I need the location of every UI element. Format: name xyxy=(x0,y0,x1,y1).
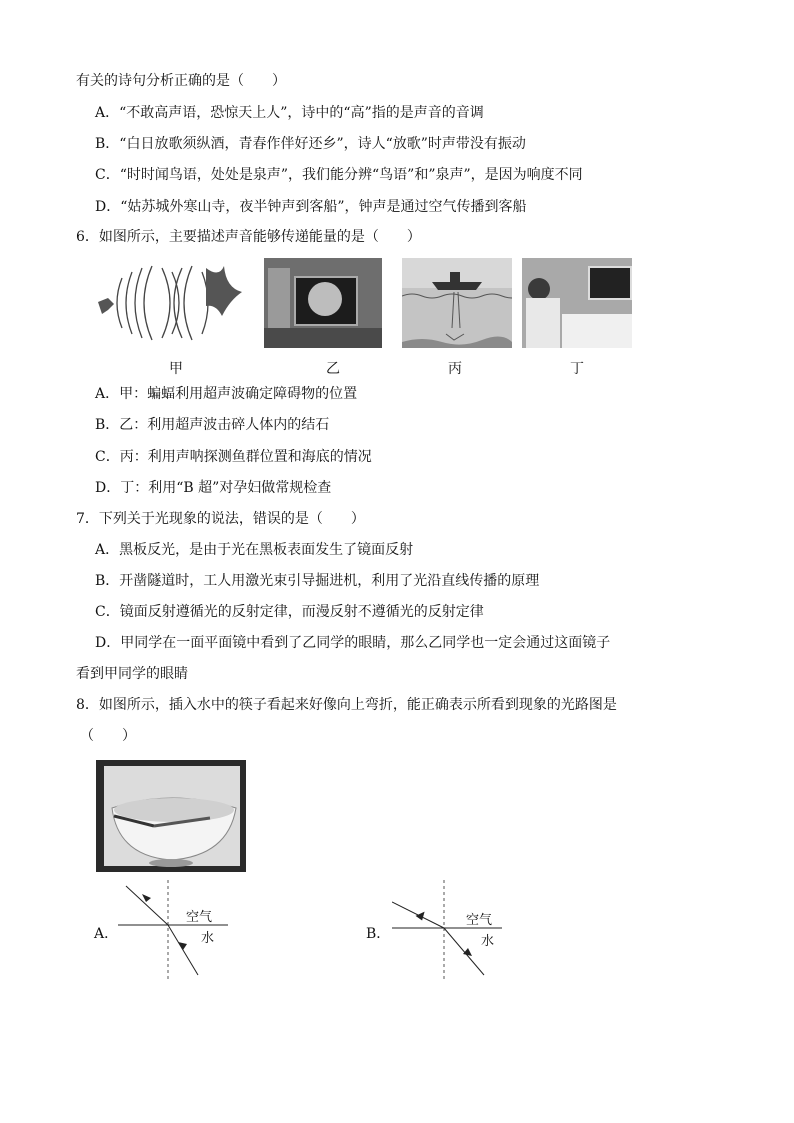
q7-option-d-cont: 看到甲同学的眼睛 xyxy=(76,666,188,682)
bat-ultrasound-image xyxy=(94,258,244,348)
diagram-b-air-label: 空气 xyxy=(466,913,493,928)
q6-stem: 6．如图所示，主要描述声音能够传递能量的是（ ） xyxy=(76,229,421,245)
q5-option-c: C．“时时闻鸟语，处处是泉声”，我们能分辨“鸟语”和”泉声”，是因为响度不同 xyxy=(95,167,583,183)
q7-option-d: D．甲同学在一面平面镜中看到了乙同学的眼睛，那么乙同学也一定会通过这面镜子 xyxy=(95,635,611,651)
q5-option-b: B．“白日放歌须纵酒，青春作伴好还乡”，诗人“放歌”时声带没有振动 xyxy=(95,136,526,152)
diagram-a-air-label: 空气 xyxy=(186,910,213,925)
diagram-a-water-label: 水 xyxy=(201,931,215,946)
q7-option-a: A．黑板反光，是由于光在黑板表面发生了镜面反射 xyxy=(95,542,414,558)
q8-stem: 8．如图所示，插入水中的筷子看起来好像向上弯折，能正确表示所看到现象的光路图是 xyxy=(76,697,617,713)
q7-option-b: B．开凿隧道时，工人用激光束引导掘进机，利用了光沿直线传播的原理 xyxy=(95,573,540,589)
diagram-b-label: B． xyxy=(366,926,391,942)
diagram-a-label: A． xyxy=(94,926,119,942)
diagram-b-water-label: 水 xyxy=(481,934,495,949)
lithotripsy-image xyxy=(264,258,382,348)
caption-ding: 丁 xyxy=(570,361,584,377)
caption-bing: 丙 xyxy=(448,361,462,377)
caption-jia: 甲 xyxy=(169,361,183,377)
q6-option-a: A．甲：蝙蝠利用超声波确定障碍物的位置 xyxy=(95,386,358,402)
q6-option-b: B．乙：利用超声波击碎人体内的结石 xyxy=(95,417,330,433)
q5-option-a: A．“不敢高声语，恐惊天上人”，诗中的“高”指的是声音的音调 xyxy=(95,105,484,121)
chopstick-bowl-photo xyxy=(96,760,246,872)
q6-option-d: D．丁：利用“B 超”对孕妇做常规检查 xyxy=(95,480,332,496)
q5-option-d: D．“姑苏城外寒山寺，夜半钟声到客船”，钟声是通过空气传播到客船 xyxy=(95,199,527,215)
q7-option-c: C．镜面反射遵循光的反射定律，而漫反射不遵循光的反射定律 xyxy=(95,604,484,620)
q8-stem-cont: （ ） xyxy=(80,728,136,744)
b-ultrasound-image xyxy=(522,258,632,348)
q7-stem: 7．下列关于光现象的说法，错误的是（ ） xyxy=(76,511,365,527)
q5-stem: 有关的诗句分析正确的是（ ） xyxy=(76,73,286,89)
q6-option-c: C．丙：利用声呐探测鱼群位置和海底的情况 xyxy=(95,449,372,465)
sonar-ship-image xyxy=(402,258,512,348)
caption-yi: 乙 xyxy=(326,361,340,377)
